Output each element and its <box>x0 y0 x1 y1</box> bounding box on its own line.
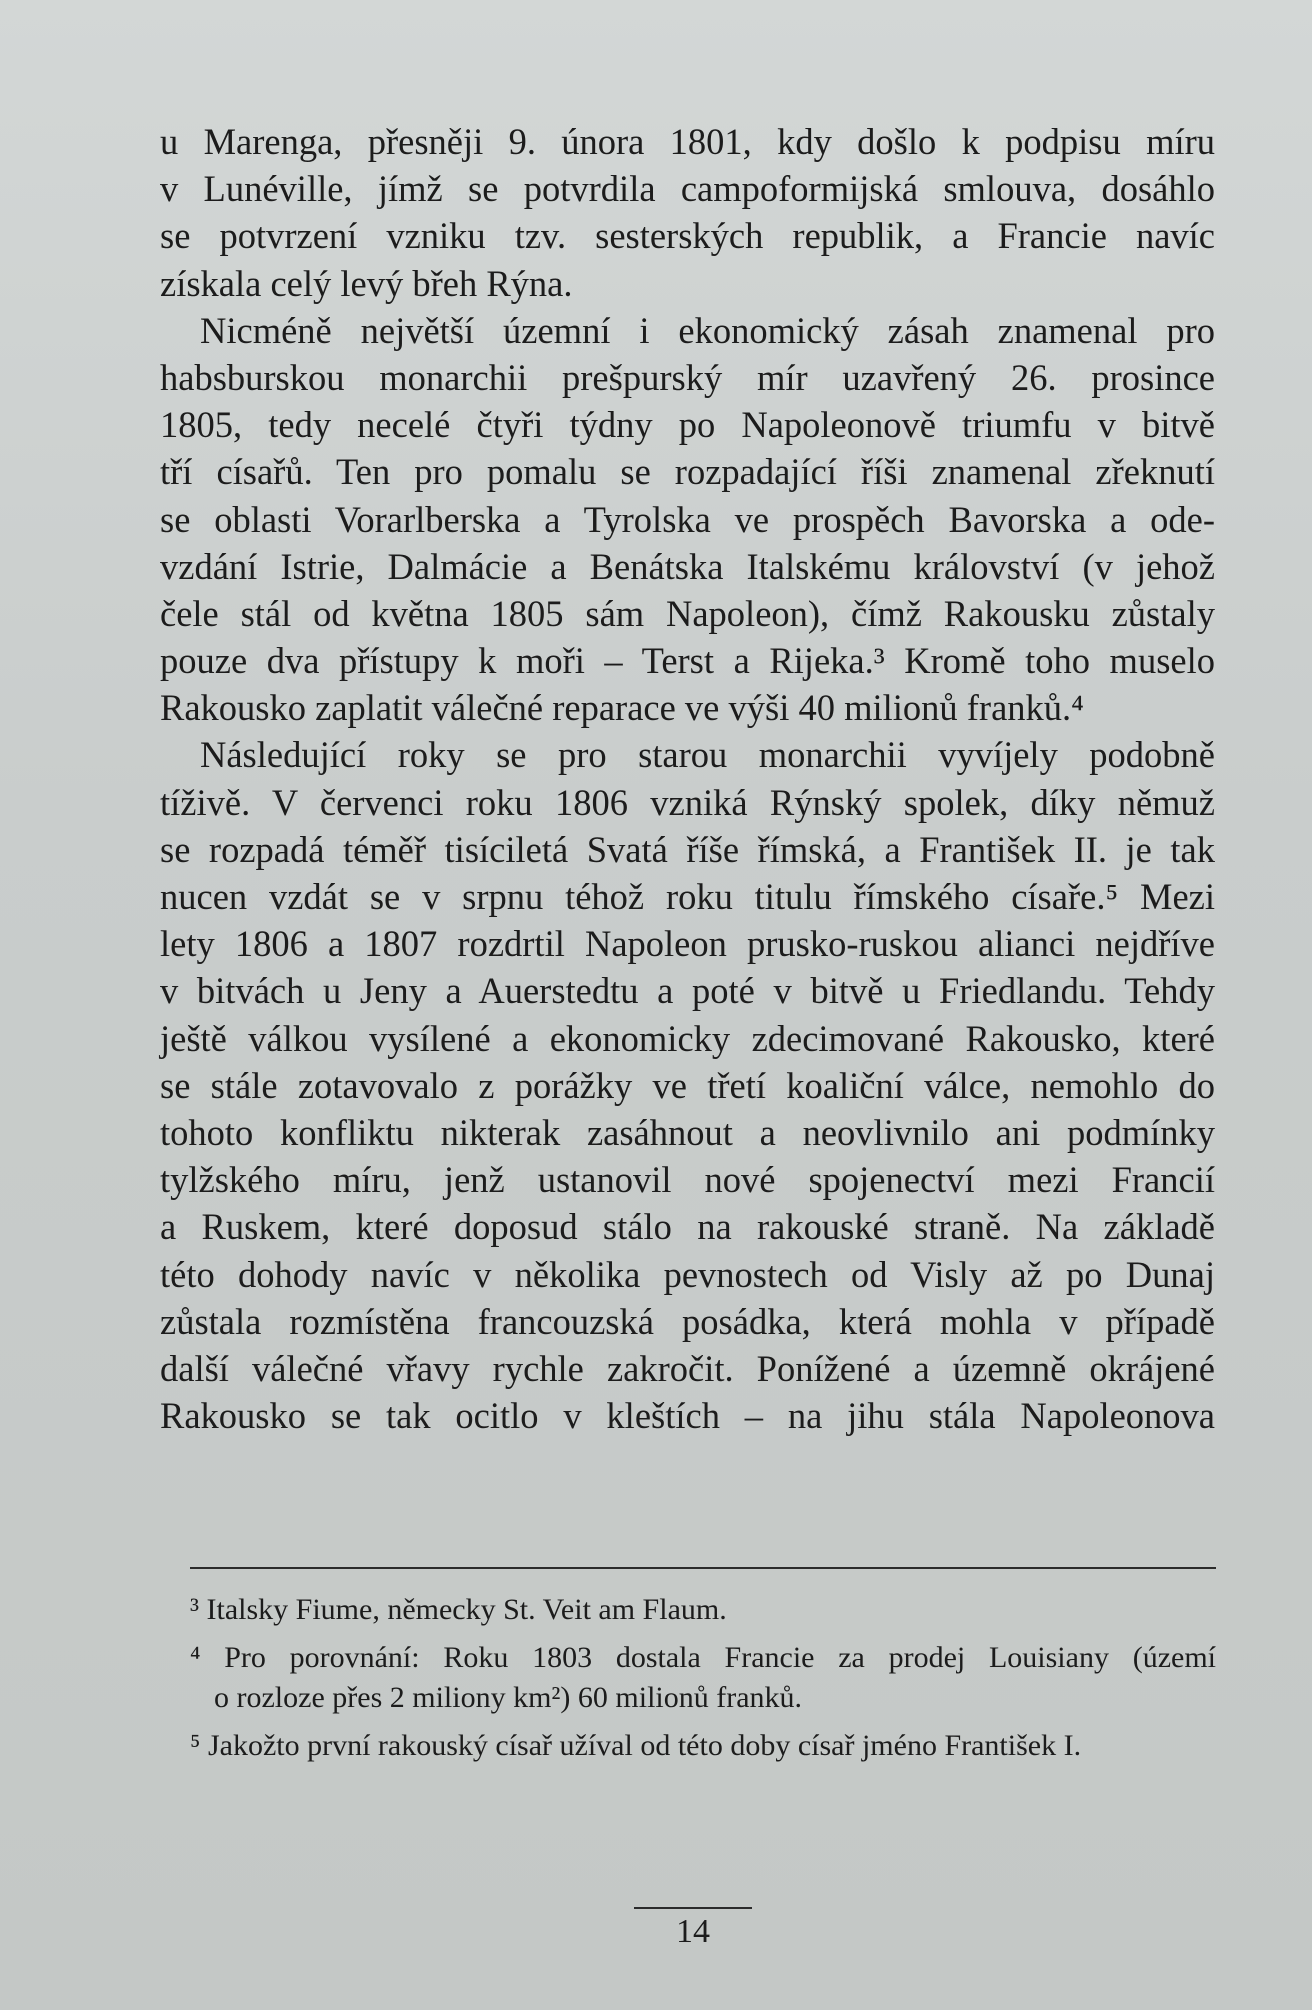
page-number-rule <box>634 1907 752 1909</box>
body-line: u Marenga, přesněji 9. února 1801, kdy došlo k podpisu míru <box>160 121 1215 162</box>
footnote-4-continuation: o rozloze přes 2 miliony km²) 60 milionů franků. <box>214 1681 803 1714</box>
body-line: čele stál od května 1805 sám Napoleon), čímž Rakousku zůstaly <box>160 592 1215 634</box>
body-line: získala celý levý břeh Rýna. <box>160 262 573 304</box>
body-line: tylžského míru, jenž ustanovil nové spojenectví mezi Francií <box>160 1159 1215 1201</box>
body-line: tří císařů. Ten pro pomalu se rozpadající říši znamenal zřeknutí <box>160 451 1215 493</box>
body-line: Rakousko se tak ocitlo v kleštích – na jihu stála Napoleonova <box>160 1395 1215 1437</box>
body-line: v Lunéville, jímž se potvrdila campoformijská smlouva, dosáhlo <box>160 168 1215 210</box>
body-line: se potvrzení vzniku tzv. sesterských republik, a Francie navíc <box>160 215 1215 257</box>
body-line: tíživě. V červenci roku 1806 vzniká Rýnský spolek, díky němuž <box>160 781 1215 823</box>
footnote-5: ⁵ Jakožto první rakouský císař užíval od této doby císař jméno František I. <box>190 1729 1082 1762</box>
body-line: se stále zotavovalo z porážky ve třetí koaliční válce, nemohlo do <box>160 1064 1215 1106</box>
body-line: další válečné vřavy rychle zakročit. Ponížené a územně okrájené <box>160 1347 1215 1389</box>
body-line: vzdání Istrie, Dalmácie a Benátska Italskému království (v jehož <box>160 545 1215 587</box>
footnote-separator <box>190 1567 1216 1569</box>
body-line: zůstala rozmístěna francouzská posádka, která mohla v případě <box>160 1300 1215 1342</box>
body-text <box>160 118 1215 1439</box>
body-line: této dohody navíc v několika pevnostech od Visly až po Dunaj <box>160 1253 1215 1295</box>
body-line: nucen vzdát se v srpnu téhož roku titulu římského císaře.⁵ Mezi <box>160 876 1215 917</box>
body-line: ještě válkou vysílené a ekonomicky zdecimované Rakousko, které <box>160 1017 1215 1059</box>
body-line: v bitvách u Jeny a Auerstedtu a poté v bitvě u Friedlandu. Tehdy <box>160 970 1215 1012</box>
body-line: se oblasti Vorarlberska a Tyrolska ve prospěch Bavorska a ode- <box>160 498 1215 540</box>
body-line: 1805, tedy necelé čtyři týdny po Napoleonově triumfu v bitvě <box>160 404 1215 446</box>
body-line: a Ruskem, které doposud stálo na rakouské straně. Na základě <box>160 1206 1215 1248</box>
body-line: pouze dva přístupy k moři – Terst a Rijeka.³ Kromě toho muselo <box>160 640 1215 682</box>
page-number: 14 <box>676 1913 710 1950</box>
footnote-3: ³ Italsky Fiume, německy St. Veit am Flaum. <box>190 1593 727 1626</box>
body-line: habsburskou monarchii prešpurský mír uzavřený 26. prosince <box>160 356 1215 398</box>
body-line: Následující roky se pro starou monarchii vyvíjely podobně <box>200 734 1215 776</box>
footnotes <box>190 1590 1216 1766</box>
footnote-4: ⁴ Pro porovnání: Roku 1803 dostala Francie za prodej Louisiany (území <box>190 1641 1216 1674</box>
body-line: lety 1806 a 1807 rozdrtil Napoleon prusko-ruskou alianci nejdříve <box>160 923 1215 965</box>
body-line: Rakousko zaplatit válečné reparace ve výši 40 milionů franků.⁴ <box>160 687 1084 729</box>
body-line: se rozpadá téměř tisíciletá Svatá říše římská, a František II. je tak <box>160 828 1215 870</box>
body-line: Nicméně největší územní i ekonomický zásah znamenal pro <box>200 309 1215 351</box>
body-line: tohoto konfliktu nikterak zasáhnout a neovlivnilo ani podmínky <box>160 1111 1215 1153</box>
